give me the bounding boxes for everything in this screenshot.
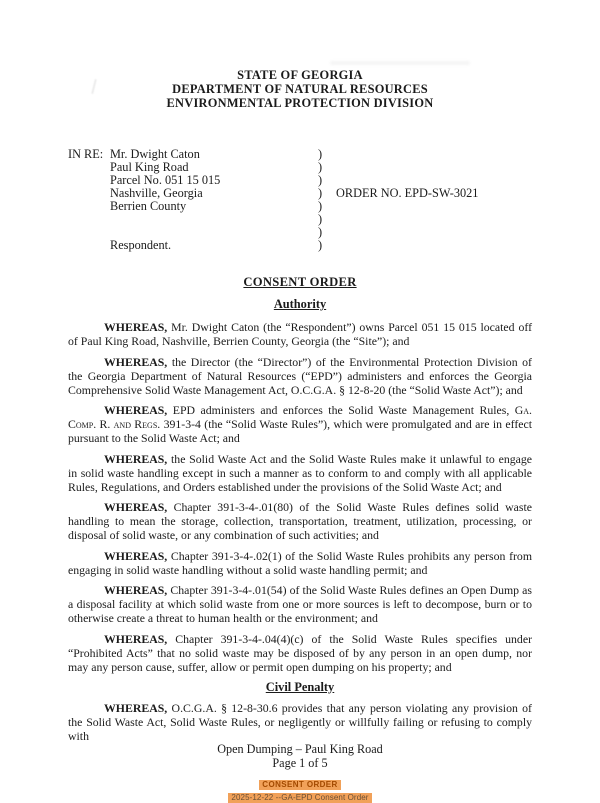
whereas-paragraph [68,583,532,625]
caption-paren: ) [318,212,323,226]
paragraph-lead: WHEREAS, [104,701,168,715]
letterhead [68,68,532,110]
paragraph-text: Chapter 391-3-4-.02(1) of the Solid Waste Rules prohibits any person from engaging in solid waste handling without a solid waste handling permit; and [68,548,532,577]
party-line [110,213,318,226]
order-cell [332,200,532,213]
paragraph-lead: WHEREAS, [104,451,168,466]
paragraph-text: the Solid Waste Act and the Solid Waste Rules make it unlawful to engage in solid waste handling except in such a manner as to conform to and comply with all applicable Rules, Regulations, and Orders established under the provisions of the Solid Waste Act; and [68,451,532,494]
paragraph-text: O.C.G.A. § 12-8-30.6 provides that any person violating any provision of the Solid Waste Act, Solid Waste Rules, or negligently or willfully failing or refusing to comply with [68,701,532,743]
paragraph-lead: WHEREAS, [104,320,168,334]
section-heading-authority: Authority [273,297,327,311]
page-footer [68,743,532,770]
caption-paren: ) [318,147,323,161]
letterhead-department: DEPARTMENT OF NATURAL RESOURCES [172,82,428,96]
citation-smallcaps: Ga. Comp. R. and Regs. [68,403,532,431]
respondent-label: Respondent. [110,238,172,252]
letterhead-state: STATE OF GEORGIA [237,68,363,82]
order-cell [332,148,532,161]
whereas-paragraph [68,355,532,397]
document-body [68,312,532,743]
order-cell [332,161,532,174]
whereas-paragraph [68,500,532,542]
case-caption [68,148,532,252]
paragraph-text: Chapter 391-3-4-.01(80) of the Solid Waste Rules defines solid waste handling to mean the storage, collection, transportation, treatment, utilization, processing, or disposal of solid waste, or any combination of such activities; and [68,500,532,542]
scan-smudge-artifact [330,61,470,65]
order-cell [332,239,532,252]
party-line: Paul King Road [110,160,189,174]
paragraph-text: Chapter 391-3-4-.04(4)(c) of the Solid Waste Rules specifies under “Prohibited Acts” that no solid waste may be disposed of by any person in an open dump, nor may any person cause, suffer, allow or permit open dumping on his property; and [68,631,532,674]
paragraph-lead: WHEREAS, [104,403,168,417]
paragraph-text: 391-3-4 (the “Solid Waste Rules”), which were promulgated and are in effect pursuant to the Solid Waste Act; and [68,417,532,445]
caption-paren: ) [318,225,323,239]
party-line: Nashville, Georgia [110,186,203,200]
letterhead-division: ENVIRONMENTAL PROTECTION DIVISION [166,96,434,110]
paragraph-lead: WHEREAS, [104,500,168,514]
document-title: CONSENT ORDER [243,275,357,289]
party-line: Parcel No. 051 15 015 [110,173,221,187]
caption-paren: ) [318,199,323,213]
caption-paren: ) [318,160,323,174]
caption-row [68,200,532,213]
caption-paren: ) [318,238,323,252]
caption-row [68,239,532,252]
caption-paren: ) [318,186,323,200]
caption-row [68,213,532,226]
paragraph-text: Mr. Dwight Caton (the “Respondent”) owns Parcel 051 15 015 located off of Paul King Road, Nashville, Berrien County, Georgia (the “Site”); and [68,320,532,348]
filing-stamp [68,778,532,803]
in-re-label: IN RE: [68,147,104,161]
paragraph-lead: WHEREAS, [104,583,168,597]
paragraph-text: the Director (the “Director”) of the Environmental Protection Division of the Georgia Department of Natural Resources (“EPD”) administers and enforces the Georgia Comprehensive Solid Waste Management Act, O.C.G.A. § 12-8-20 (the “Solid Waste Act”); and [68,354,532,397]
paragraph-lead: WHEREAS, [104,354,168,369]
footer-matter-title: Open Dumping – Paul King Road [217,742,383,756]
stamp-filename: 2025-12-22 --GA-EPD Consent Order [228,793,371,803]
party-line: Mr. Dwight Caton [110,147,200,161]
paragraph-text: EPD administers and enforces the Solid Waste Management Rules, [167,403,515,417]
paragraph-lead: WHEREAS, [104,631,168,646]
whereas-paragraph [68,320,532,348]
section-heading-civil-penalty: Civil Penalty [265,679,335,694]
whereas-paragraph [68,452,532,494]
order-cell [332,213,532,226]
order-cell [332,226,532,239]
paragraph-lead: WHEREAS, [104,548,168,563]
caption-paren: ) [318,173,323,187]
whereas-paragraph [68,701,532,743]
stamp-title: CONSENT ORDER [259,780,340,790]
order-number: ORDER NO. EPD-SW-3021 [336,186,479,200]
party-line: Berrien County [110,199,187,213]
footer-page-number: Page 1 of 5 [272,755,328,770]
whereas-paragraph [68,403,532,445]
whereas-paragraph [68,632,532,674]
paragraph-text: Chapter 391-3-4-.01(54) of the Solid Waste Rules defines an Open Dump as a disposal facility at which solid waste from one or more sources is left to decompose, burn or to otherwise create a threat to human health or the environment; and [68,583,532,625]
whereas-paragraph [68,549,532,577]
